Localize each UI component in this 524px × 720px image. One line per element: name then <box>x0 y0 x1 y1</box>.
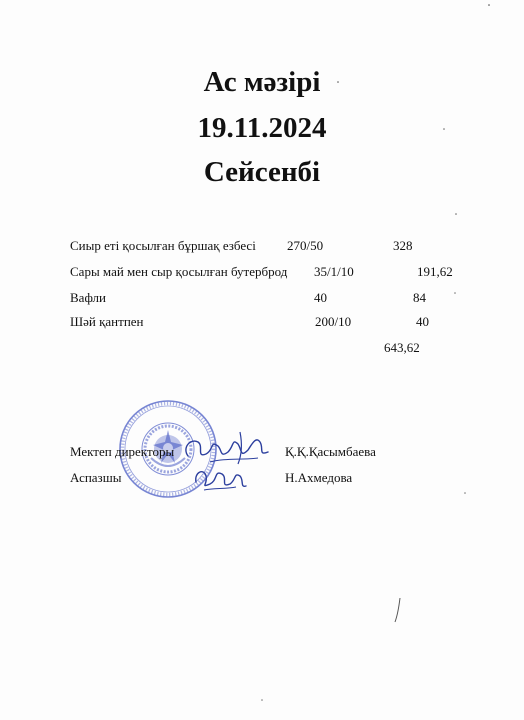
director-role-label: Мектеп директоры <box>70 444 175 459</box>
menu-item-kcal: 328 <box>393 238 413 253</box>
menu-item-name: Сиыр еті қосылған бұршақ езбесі <box>70 238 256 253</box>
menu-weekday: Сейсенбі <box>203 156 321 188</box>
menu-item-name: Сары май мен сыр қосылған бутерброд <box>70 264 288 279</box>
page-title: Ас мәзірі <box>203 66 321 98</box>
cook-name: Н.Ахмедова <box>285 470 353 485</box>
director-name: Қ.Қ.Қасымбаева <box>285 444 376 459</box>
menu-item-name: Шәй қантпен <box>70 314 144 329</box>
menu-item-kcal: 84 <box>413 290 426 305</box>
cook-role-label: Аспазшы <box>70 470 122 485</box>
menu-date: 19.11.2024 <box>197 112 327 144</box>
menu-total: 643,62 <box>384 340 420 355</box>
menu-item-portion: 270/50 <box>287 238 324 253</box>
menu-item-name: Вафли <box>70 290 106 305</box>
menu-item-portion: 35/1/10 <box>314 264 354 279</box>
menu-item-kcal: 191,62 <box>417 264 453 279</box>
menu-item-portion: 200/10 <box>315 314 352 329</box>
menu-item-kcal: 40 <box>416 314 429 329</box>
menu-item-portion: 40 <box>314 290 327 305</box>
